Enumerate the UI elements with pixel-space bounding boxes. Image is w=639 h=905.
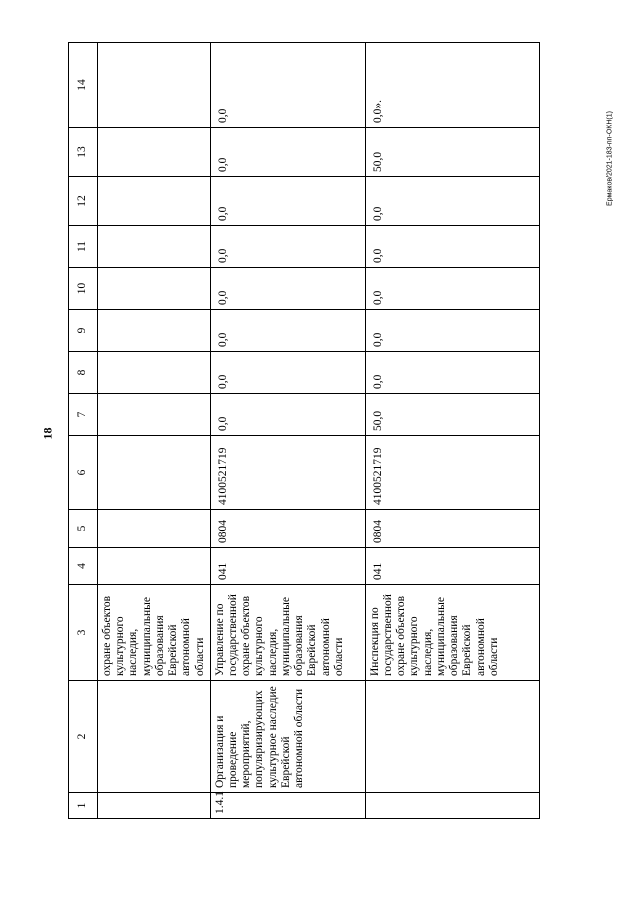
table-cell: 50,0 [365,128,539,177]
table-cell: 0,0 [365,352,539,394]
header-cell: 9 [69,310,98,352]
table-cell: 0,0 [365,226,539,268]
table-cell [98,394,211,436]
budget-table [68,42,540,819]
header-cell: 7 [69,394,98,436]
header-cell: 1 [69,793,98,819]
page-number: 18 [40,427,55,440]
header-cell: 10 [69,268,98,310]
table-cell [365,793,539,819]
table-cell: Управление по государственной охране объектов культурного наследия, муниципальные образования Еврейской автономной области [210,585,365,681]
header-cell: 11 [69,226,98,268]
table-cell: 041 [365,548,539,585]
header-cell: 3 [69,585,98,681]
table-cell: 0,0 [210,128,365,177]
header-cell: 14 [69,43,98,128]
table-cell: 0,0 [365,177,539,226]
table-cell [98,793,211,819]
table-cell: 0,0 [210,394,365,436]
table-cell [98,352,211,394]
table-cell: 50,0 [365,394,539,436]
table-cell: 4100521719 [365,436,539,510]
table-cell: 1.4.1 [210,793,365,819]
header-cell: 6 [69,436,98,510]
table-cell [365,681,539,793]
table-cell: 0804 [365,510,539,548]
table-cell: 0,0 [210,268,365,310]
table-cell [98,128,211,177]
table-cell [98,681,211,793]
table-cell: охране объектов культурного наследия, муниципальные образования Еврейской автономной области [98,585,211,681]
header-row [69,43,98,819]
table-cell [98,268,211,310]
header-cell: 13 [69,128,98,177]
table-cell: 0,0». [365,43,539,128]
table-cell: 0,0 [210,310,365,352]
table-cell [98,436,211,510]
table-cell [98,177,211,226]
header-cell: 5 [69,510,98,548]
table-cell [98,548,211,585]
table-row [210,43,365,819]
table-cell: 4100521719 [210,436,365,510]
table-cell: Инспекция по государственной охране объектов культурного наследия, муниципальные образования Еврейской автономной области [365,585,539,681]
table-cell: 0,0 [210,352,365,394]
table-cell [98,510,211,548]
rotated-table-area [68,43,540,819]
table-cell [98,226,211,268]
header-cell: 12 [69,177,98,226]
document-watermark: Ермаков/2021-183-пп-ОКН(1) [606,111,614,206]
table-row [98,43,211,819]
table-cell: Организация и проведение мероприятий, популяризирующих культурное наследие Еврейской автономной области [210,681,365,793]
table-row [365,43,539,819]
table-cell [98,310,211,352]
table-cell [98,43,211,128]
table-cell: 0804 [210,510,365,548]
table-cell: 0,0 [210,177,365,226]
header-cell: 4 [69,548,98,585]
header-cell: 2 [69,681,98,793]
table-cell: 0,0 [210,226,365,268]
header-cell: 8 [69,352,98,394]
table-cell: 0,0 [210,43,365,128]
table-cell: 0,0 [365,268,539,310]
table-cell: 0,0 [365,310,539,352]
table-cell: 041 [210,548,365,585]
